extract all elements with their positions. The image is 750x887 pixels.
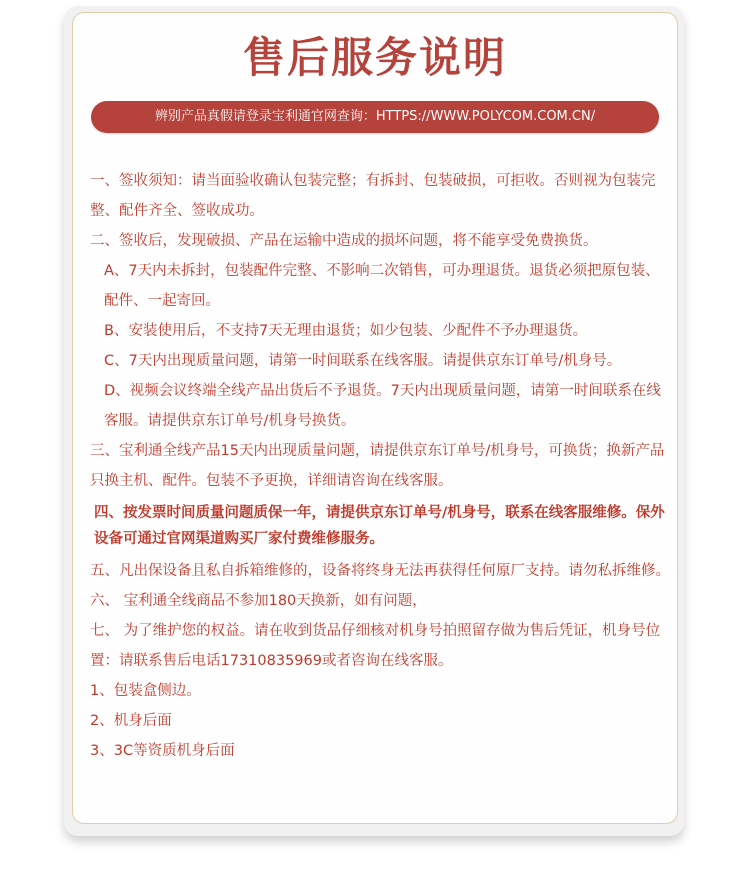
edge-highlight: [700, 560, 750, 610]
term-2: 二、签收后，发现破损、产品在运输中造成的损坏问题，将不能享受免费换货。: [90, 233, 598, 249]
term-2b: B、安装使用后，不支持7天无理由退货；如少包装、少配件不予办理退货。: [104, 323, 588, 339]
service-terms: [90, 166, 670, 766]
term-2a: A、7天内未拆封，包装配件完整、不影响二次销售，可办理退货。退货必须把原包装、配件、一起寄回。: [104, 263, 660, 309]
term-6: 六、 宝利通全线商品不参加180天换新，如有问题，: [90, 593, 427, 609]
term-7-3: 3、3C等资质机身后面: [90, 743, 235, 759]
term-7: 七、 为了维护您的权益。请在收到货品仔细核对机身号拍照留存做为售后凭证，机身号位置：请联系售后电话17310835969或者咨询在线客服。: [90, 623, 661, 669]
term-3: 三、宝利通全线产品15天内出现质量问题，请提供京东订单号/机身号，可换货；换新产品只换主机、配件。包装不予更换，详细请咨询在线客服。: [90, 443, 665, 489]
term-7-2: 2、机身后面: [90, 713, 172, 729]
term-2c: C、7天内出现质量问题，请第一时间联系在线客服。请提供京东订单号/机身号。: [104, 353, 622, 369]
term-5: 五、凡出保设备且私自拆箱维修的，设备将终身无法再获得任何原厂支持。请勿私拆维修。: [90, 563, 670, 579]
term-7-1: 1、包装盒侧边。: [90, 683, 201, 699]
verify-banner: 辨别产品真假请登录宝利通官网查询：HTTPS://WWW.POLYCOM.COM.CN/: [91, 101, 659, 133]
page-title: 售后服务说明: [242, 33, 507, 82]
term-2d: D、视频会议终端全线产品出货后不予退货。7天内出现质量问题，请第一时间联系在线客服。请提供京东订单号/机身号换货。: [104, 383, 661, 429]
term-1: 一、签收须知：请当面验收确认包装完整；有拆封、包装破损，可拒收。否则视为包装完整、配件齐全、签收成功。: [90, 173, 656, 219]
term-4: 四、按发票时间质量问题质保一年，请提供京东订单号/机身号，联系在线客服维修。保外设备可通过官网渠道购买厂家付费维修服务。: [94, 505, 665, 547]
